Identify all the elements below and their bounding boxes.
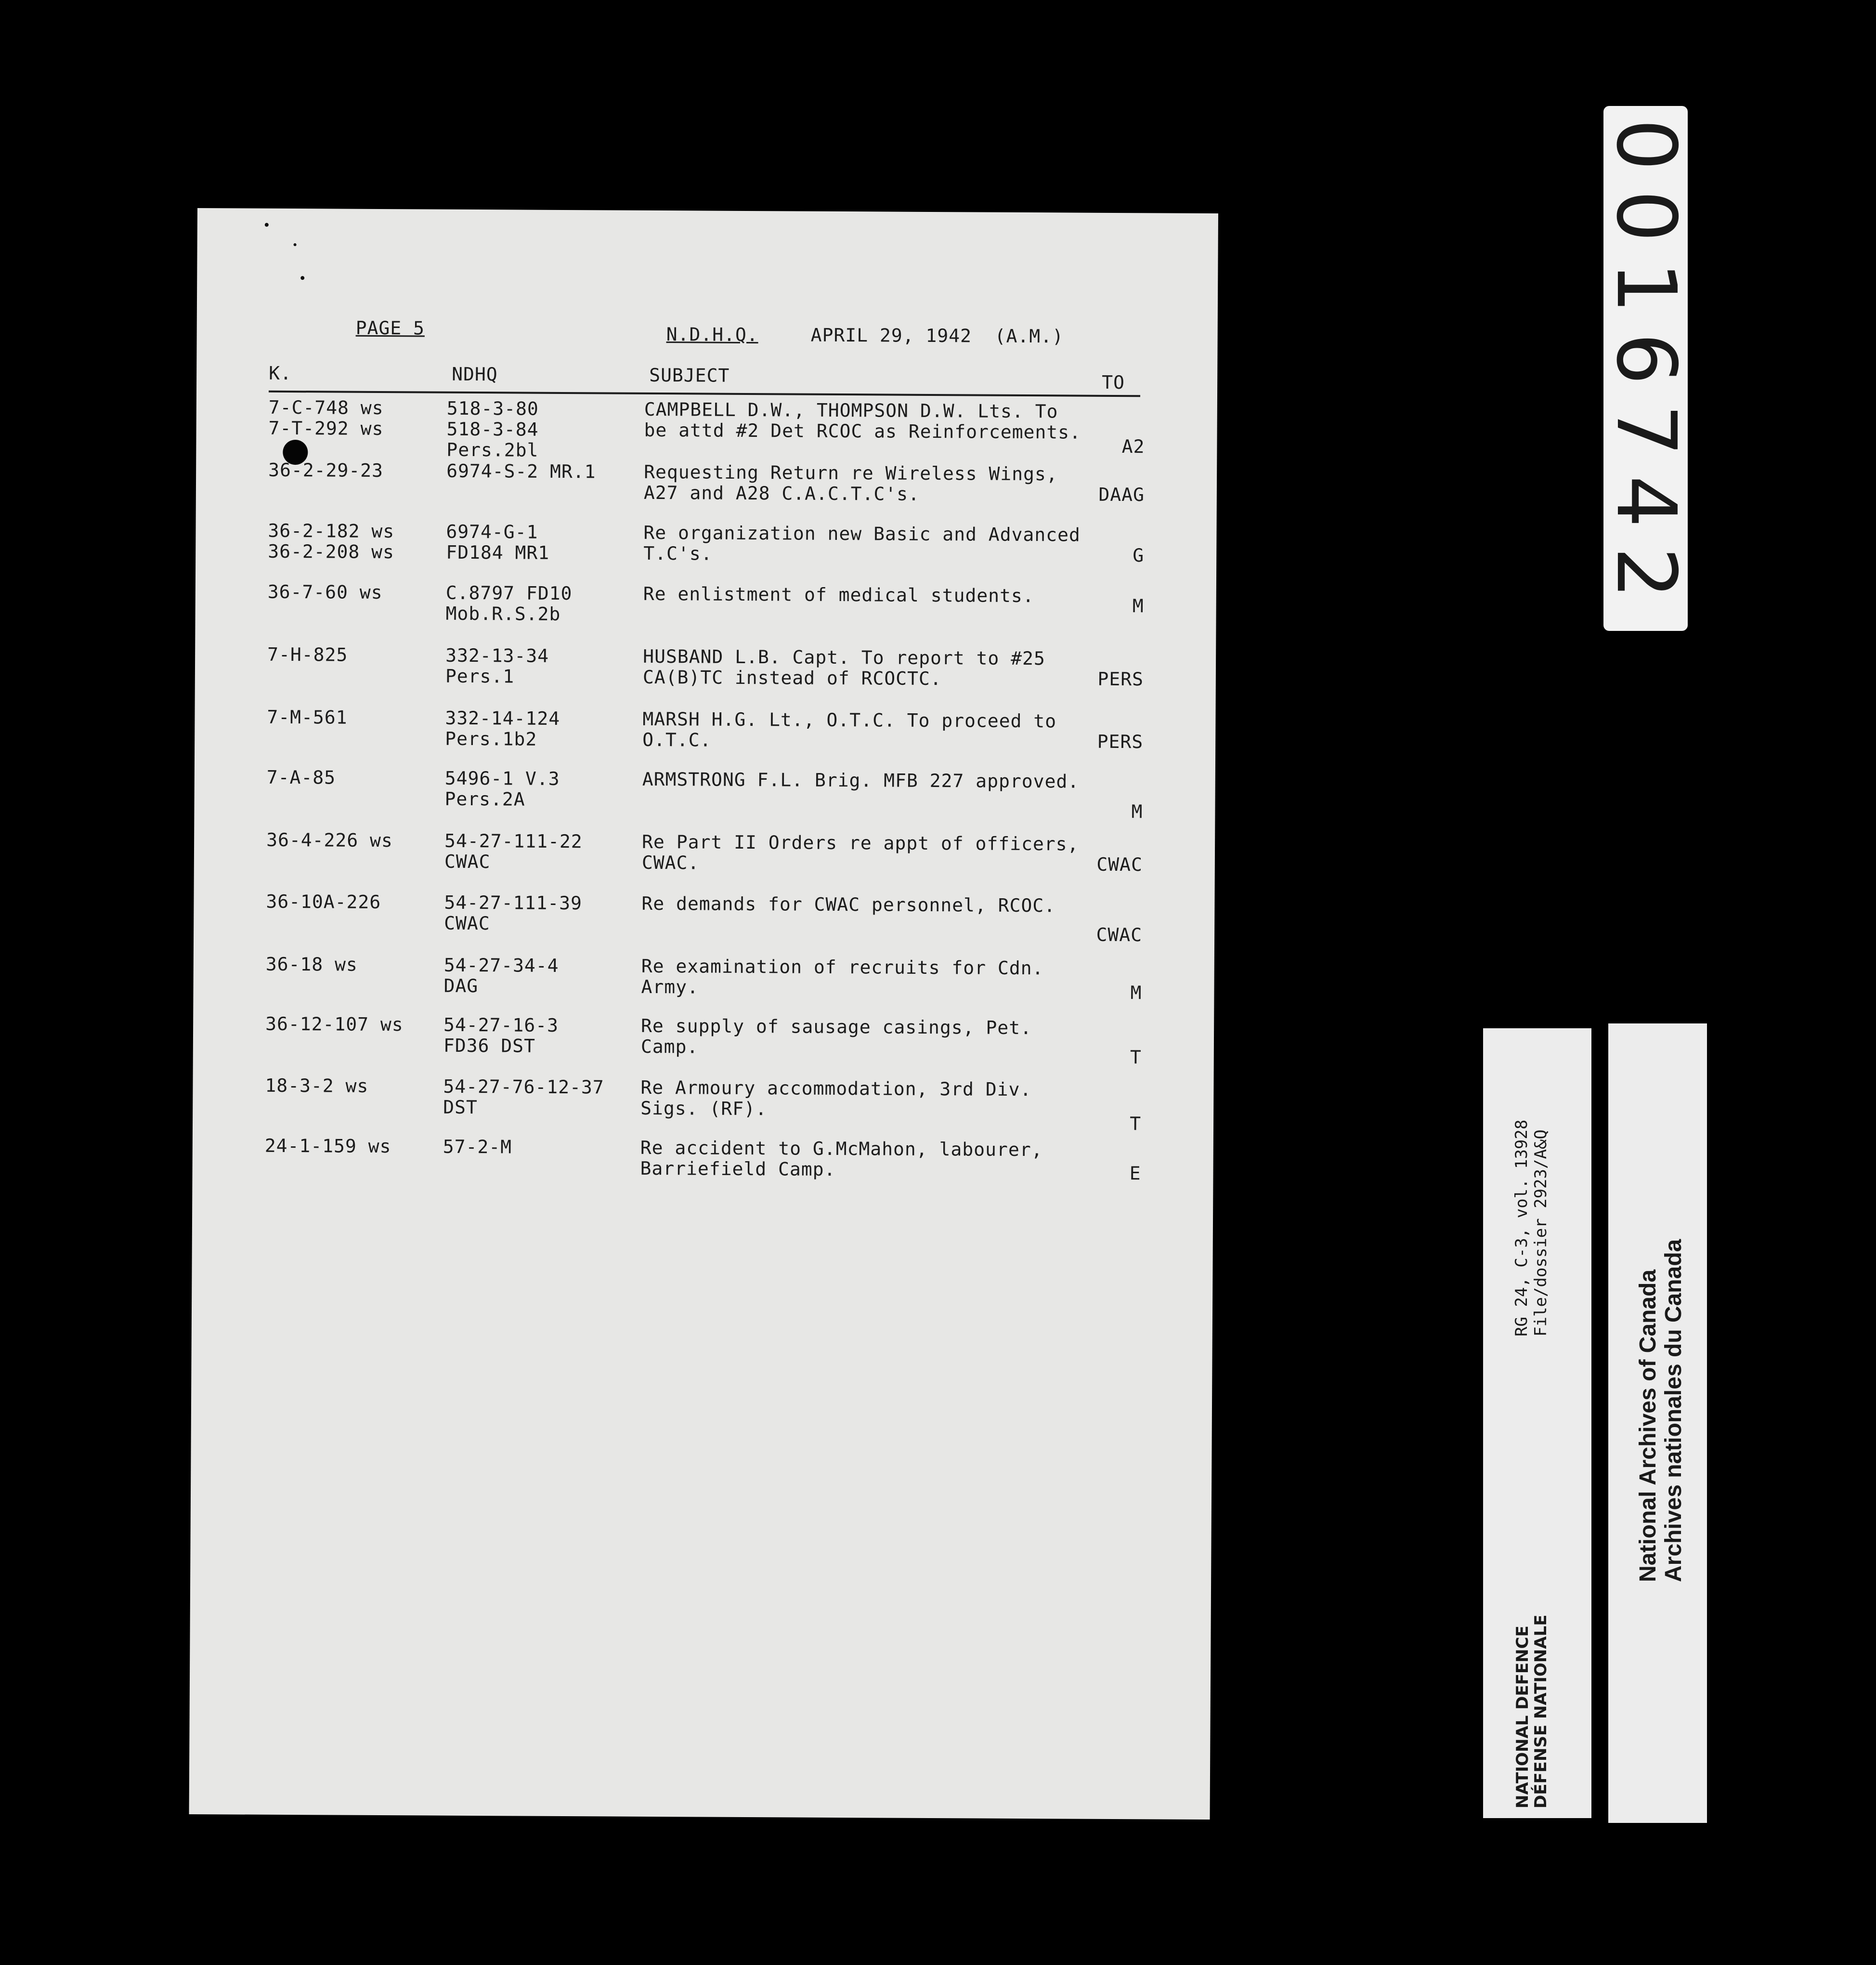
column-header-ndhq: NDHQ bbox=[452, 363, 498, 385]
entry-row bbox=[196, 396, 1217, 461]
entry-subject-line: MARSH H.G. Lt., O.T.C. To proceed to bbox=[642, 708, 1057, 732]
entry-subject bbox=[644, 399, 1081, 443]
entry-subject bbox=[641, 893, 1055, 917]
entry-subject-line: ARMSTRONG F.L. Brig. MFB 227 approved. bbox=[642, 768, 1080, 792]
archive-label-institution bbox=[1608, 1023, 1707, 1823]
entry-ndhq-ref bbox=[444, 892, 582, 934]
entry-ndhq-ref bbox=[444, 768, 560, 810]
entry-ndhq-ref-line: 54-27-76-12-37 bbox=[443, 1075, 604, 1098]
entry-row bbox=[195, 706, 1216, 753]
entry-ndhq-ref bbox=[446, 461, 596, 483]
entry-ndhq-ref-line: 6974-S-2 MR.1 bbox=[446, 460, 596, 483]
entry-ndhq-ref bbox=[444, 831, 583, 873]
entry-to: E bbox=[1129, 1163, 1141, 1184]
entry-k-ref-line: 7-M-561 bbox=[267, 706, 348, 728]
page-number: PAGE 5 bbox=[355, 317, 425, 339]
entry-k-ref bbox=[268, 582, 383, 603]
entry-ndhq-ref bbox=[443, 955, 559, 997]
speck bbox=[294, 243, 297, 246]
entry-k-ref bbox=[266, 891, 381, 913]
entry-ndhq-ref-line: FD184 MR1 bbox=[446, 541, 550, 563]
label-line-2: DÉFENSE NATIONALE bbox=[1531, 1614, 1550, 1808]
entry-to: CWAC bbox=[1096, 924, 1143, 946]
entry-ndhq-ref-line: 54-27-111-39 bbox=[444, 891, 583, 914]
entry-subject bbox=[642, 832, 1079, 876]
entry-to: A2 bbox=[1121, 436, 1145, 458]
entry-k-ref-line: 36-4-226 ws bbox=[266, 829, 393, 852]
entry-to: PERS bbox=[1097, 731, 1144, 753]
entry-to: M bbox=[1130, 982, 1142, 1004]
entry-subject bbox=[643, 523, 1081, 566]
entry-subject-line: Re demands for CWAC personnel, RCOC. bbox=[641, 892, 1056, 917]
entry-ndhq-ref-line: 57-2-M bbox=[443, 1136, 512, 1158]
column-header-k: K. bbox=[269, 362, 292, 384]
entry-ndhq-ref-line: Pers.2A bbox=[444, 788, 525, 810]
entry-k-ref bbox=[268, 521, 394, 563]
column-header-to: TO bbox=[1102, 371, 1125, 393]
entry-ndhq-ref-line: 332-13-34 bbox=[445, 644, 549, 667]
entry-subject bbox=[641, 1016, 1032, 1059]
entry-to: PERS bbox=[1097, 668, 1144, 690]
entry-subject-line: Re accident to G.McMahon, labourer, bbox=[640, 1137, 1043, 1161]
entry-k-ref bbox=[265, 1014, 404, 1035]
institution-fr: Archives nationales du Canada bbox=[1661, 1239, 1686, 1582]
entry-ndhq-ref bbox=[446, 398, 539, 461]
entry-ndhq-ref bbox=[443, 1137, 512, 1158]
entry-ndhq-ref-line: Mob.R.S.2b bbox=[445, 603, 561, 625]
entry-row bbox=[193, 1074, 1214, 1135]
entry-row bbox=[194, 953, 1214, 1004]
entry-k-ref-line: 36-2-182 ws bbox=[268, 520, 395, 542]
entry-ndhq-ref-line: DST bbox=[443, 1096, 478, 1118]
entry-to: T bbox=[1130, 1113, 1142, 1135]
entry-to: DAAG bbox=[1098, 484, 1145, 506]
entry-subject-line: Sigs. (RF). bbox=[640, 1097, 768, 1120]
entry-k-ref bbox=[267, 767, 336, 788]
label-line-4: File/dossier 2923/A&Q bbox=[1531, 1129, 1550, 1336]
document-date: APRIL 29, 1942 (A.M.) bbox=[810, 324, 1064, 347]
entry-ndhq-ref-line: 518-3-84 bbox=[446, 418, 539, 440]
entry-k-ref-line: 7-T-292 ws bbox=[268, 417, 384, 440]
entry-k-ref bbox=[268, 397, 383, 439]
entry-ndhq-ref-line: DAG bbox=[443, 975, 479, 997]
entry-k-ref-line: 36-10A-226 bbox=[266, 891, 381, 913]
entry-subject-line: Re organization new Basic and Advanced bbox=[643, 522, 1081, 546]
entry-ndhq-ref-line: 5496-1 V.3 bbox=[444, 767, 560, 789]
entry-k-ref-line: 36-2-208 ws bbox=[268, 540, 395, 563]
entry-row bbox=[195, 643, 1216, 690]
entry-ndhq-ref bbox=[445, 583, 572, 625]
entry-k-ref bbox=[266, 954, 358, 975]
entry-ndhq-ref-line: FD36 DST bbox=[443, 1035, 536, 1057]
entry-subject-line: Requesting Return re Wireless Wings, bbox=[644, 461, 1058, 485]
entry-subject-line: Re Armoury accommodation, 3rd Div. bbox=[640, 1076, 1032, 1100]
entry-row bbox=[193, 1135, 1213, 1184]
entry-k-ref-line: 36-12-107 ws bbox=[265, 1013, 404, 1035]
entry-subject-line: A27 and A28 C.A.C.T.C's. bbox=[643, 482, 920, 505]
entry-k-ref bbox=[267, 707, 347, 728]
entry-ndhq-ref bbox=[443, 1015, 559, 1057]
entry-subject-line: Barriefield Camp. bbox=[640, 1157, 836, 1180]
entry-row bbox=[196, 459, 1217, 506]
entry-k-ref-line: 36-18 ws bbox=[265, 953, 358, 975]
document-page bbox=[189, 208, 1218, 1820]
entry-ndhq-ref-line: CWAC bbox=[444, 912, 490, 934]
org-name: N.D.H.Q. bbox=[666, 324, 758, 346]
entry-subject bbox=[641, 956, 1043, 999]
speck bbox=[265, 223, 269, 227]
entry-row bbox=[194, 829, 1215, 876]
entry-subject-line: Re supply of sausage casings, Pet. bbox=[641, 1015, 1032, 1039]
entry-subject bbox=[643, 646, 1045, 690]
entry-row bbox=[194, 891, 1215, 946]
archive-label-fonds bbox=[1483, 1028, 1591, 1818]
header-rule bbox=[269, 391, 1140, 397]
entry-k-ref-line: 7-A-85 bbox=[266, 766, 336, 788]
entry-subject bbox=[642, 709, 1056, 752]
label-line-1: NATIONAL DEFENCE bbox=[1513, 1625, 1532, 1808]
entry-row bbox=[195, 766, 1215, 823]
entry-subject bbox=[640, 1138, 1042, 1181]
entry-to: CWAC bbox=[1096, 853, 1143, 876]
entry-k-ref-line: 24-1-159 ws bbox=[264, 1135, 391, 1157]
entry-k-ref-line: 36-7-60 ws bbox=[267, 581, 383, 603]
entry-ndhq-ref-line: 54-27-34-4 bbox=[443, 954, 559, 976]
entry-ndhq-ref-line: 518-3-80 bbox=[446, 397, 539, 419]
entry-subject-line: Camp. bbox=[640, 1035, 699, 1058]
entry-subject bbox=[644, 462, 1058, 505]
entry-subject-line: Re examination of recruits for Cdn. bbox=[641, 955, 1044, 979]
entry-ndhq-ref bbox=[446, 522, 549, 563]
entry-ndhq-ref-line: 54-27-111-22 bbox=[444, 830, 583, 852]
entry-ndhq-ref-line: 332-14-124 bbox=[445, 707, 560, 729]
entry-subject-line: CA(B)TC instead of RCOCTC. bbox=[642, 666, 942, 690]
entry-subject-line: Re Part II Orders re appt of officers, bbox=[642, 831, 1079, 855]
entry-to: M bbox=[1132, 595, 1144, 617]
entry-k-ref bbox=[267, 644, 348, 666]
entry-k-ref bbox=[266, 830, 393, 851]
entry-row bbox=[196, 520, 1217, 566]
entry-to: M bbox=[1131, 801, 1143, 823]
entry-row bbox=[195, 581, 1216, 625]
entry-k-ref-line: 36-2-29-23 bbox=[268, 459, 384, 482]
frame-number-text: 0016742 bbox=[1598, 118, 1694, 618]
institution-en: National Archives of Canada bbox=[1635, 1269, 1661, 1582]
entry-subject-line: O.T.C. bbox=[642, 729, 712, 751]
entry-k-ref-line: 18-3-2 ws bbox=[265, 1074, 369, 1097]
entry-ndhq-ref-line: Pers.1b2 bbox=[445, 728, 537, 750]
entry-ndhq-ref-line: Pers.1 bbox=[445, 665, 515, 687]
entry-k-ref-line: 7-C-748 ws bbox=[268, 396, 384, 419]
entry-k-ref bbox=[265, 1136, 391, 1157]
entry-subject-line: Re enlistment of medical students. bbox=[643, 583, 1034, 607]
entry-k-ref bbox=[268, 460, 383, 481]
column-header-subject: SUBJECT bbox=[649, 364, 730, 386]
entry-subject-line: Army. bbox=[641, 976, 699, 998]
entry-ndhq-ref-line: C.8797 FD10 bbox=[445, 582, 573, 604]
entry-subject-line: T.C's. bbox=[643, 542, 713, 564]
entry-ndhq-ref bbox=[445, 645, 549, 687]
label-line-3: RG 24, C-3, vol. 13928 bbox=[1512, 1119, 1531, 1336]
entry-k-ref bbox=[265, 1075, 368, 1097]
entry-subject bbox=[642, 769, 1080, 792]
entry-subject-line: HUSBAND L.B. Capt. To report to #25 bbox=[643, 645, 1045, 669]
entry-subject bbox=[640, 1077, 1031, 1121]
entry-to: G bbox=[1133, 545, 1145, 566]
entry-ndhq-ref-line: Pers.2bl bbox=[446, 439, 539, 461]
speck bbox=[300, 276, 304, 280]
entry-ndhq-ref-line: CWAC bbox=[444, 851, 491, 873]
entry-subject-line: be attd #2 Det RCOC as Reinforcements. bbox=[644, 419, 1081, 443]
entry-subject bbox=[643, 584, 1034, 606]
entry-ndhq-ref-line: 54-27-16-3 bbox=[443, 1014, 559, 1036]
entry-subject-line: CAMPBELL D.W., THOMPSON D.W. Lts. To bbox=[644, 398, 1058, 422]
entry-to: T bbox=[1130, 1047, 1142, 1068]
entry-subject-line: CWAC. bbox=[641, 852, 700, 874]
entry-row bbox=[193, 1013, 1214, 1068]
entry-ndhq-ref bbox=[445, 708, 560, 750]
entry-k-ref-line: 7-H-825 bbox=[267, 643, 348, 666]
microfilm-frame-number bbox=[1598, 106, 1694, 631]
entry-ndhq-ref-line: 6974-G-1 bbox=[446, 521, 538, 543]
entry-ndhq-ref bbox=[443, 1076, 604, 1119]
